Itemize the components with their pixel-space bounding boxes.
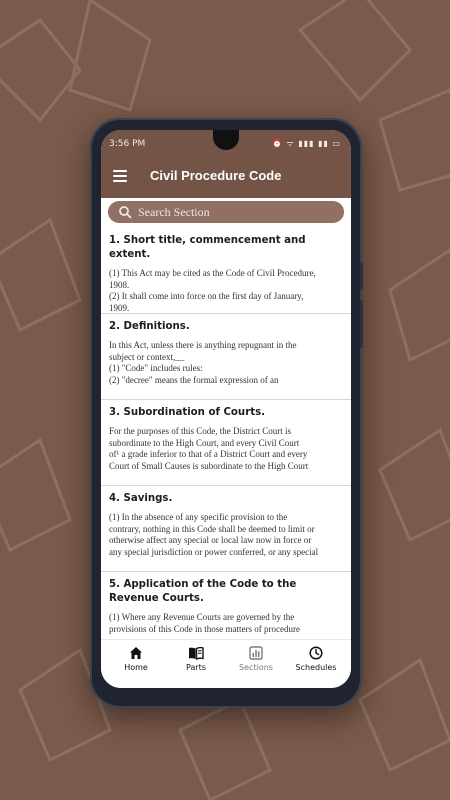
phone-screen — [101, 130, 351, 688]
status-icons: ⏰ ᯤ ▮▮▮ ▮▮ ▭ — [271, 139, 341, 148]
status-time: 3:56 PM — [109, 139, 146, 149]
nav-home[interactable] — [111, 646, 161, 672]
section-card-1[interactable] — [101, 228, 351, 314]
section-card-2[interactable] — [101, 314, 351, 400]
nav-parts-label: Parts — [186, 663, 206, 672]
page-title: Civil Procedure Code — [150, 168, 282, 183]
chart-icon — [249, 646, 263, 660]
menu-icon[interactable] — [113, 170, 127, 182]
nav-parts[interactable] — [171, 646, 221, 672]
phone-volume-button — [360, 262, 363, 290]
nav-schedules-label: Schedules — [295, 663, 337, 672]
search-placeholder: Search Section — [138, 205, 210, 219]
section-list[interactable] — [101, 228, 351, 637]
search-icon — [118, 205, 132, 219]
section-text: (1) This Act may be cited as the Code of Civil Procedure, 1908. (2) It shall come into force on the first day of January, 1909. — [109, 268, 316, 313]
clock-icon — [309, 646, 323, 660]
section-title: 2. Definitions. — [109, 321, 190, 332]
section-text: (1) Where any Revenue Courts are governed by the provisions of this Code in those matters of procedure — [109, 612, 300, 634]
section-text: For the purposes of this Code, the District Court is subordinate to the High Court, and every Civil Court of¹ a grade inferior to that of a District Court and every Court of Small Causes is subordinate to the High Court — [109, 426, 309, 471]
phone-power-button — [360, 300, 363, 348]
section-card-3[interactable] — [101, 400, 351, 486]
nav-schedules[interactable] — [291, 646, 341, 672]
section-text: In this Act, unless there is anything repugnant in the subject or context,__ (1) "Code" includes rules: (2) "decree" means the formal expression of an — [109, 340, 297, 385]
section-title: 4. Savings. — [109, 493, 173, 504]
nav-home-label: Home — [124, 663, 148, 672]
section-card-5[interactable] — [101, 572, 351, 637]
section-text: (1) In the absence of any specific provision to the contrary, nothing in this Code shall be deemed to limit or otherwise affect any special or local law now in force or any special jurisdiction or power conferred, or any special — [109, 512, 319, 557]
nav-sections[interactable] — [231, 646, 281, 672]
home-icon — [129, 646, 143, 660]
book-icon — [188, 646, 204, 660]
section-title: 3. Subordination of Courts. — [109, 407, 266, 418]
search-input[interactable] — [108, 201, 344, 223]
bottom-navigation — [101, 639, 351, 688]
section-card-4[interactable] — [101, 486, 351, 572]
section-title: 1. Short title, commencement and extent. — [109, 235, 306, 260]
section-title: 5. Application of the Code to the Revenue Courts. — [109, 579, 297, 604]
app-bar — [101, 156, 351, 198]
nav-sections-label: Sections — [239, 663, 273, 672]
